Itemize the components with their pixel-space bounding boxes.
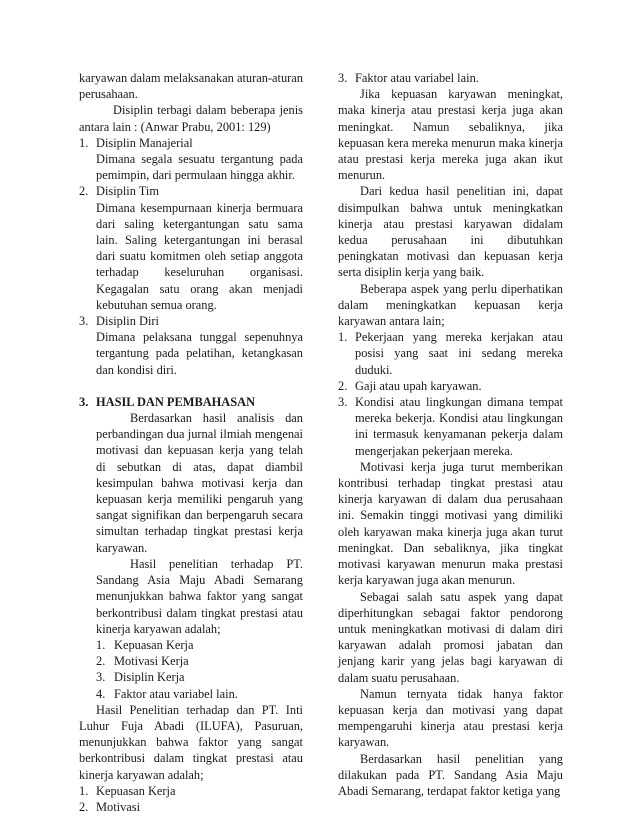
paragraph: Sebagai salah satu aspek yang dapat diperhitungkan sebagai faktor pendorong untuk meningkatkan motivasi di dalam diri karyawan adalah promosi jabatan dan jenjang karir yang jelas bagi karyawan di dalam suatu perusahaan.	[338, 589, 563, 685]
paragraph: Hasil Penelitian terhadap dan PT. Inti Luhur Fuja Abadi (ILUFA), Pasuruan, menunjukkan bahwa faktor yang sangat berkontribusi dalam tingkat prestasi atau kinerja karyawan adalah;	[79, 702, 303, 782]
paragraph: Hasil penelitian terhadap PT. Sandang Asia Maju Abadi Semarang menunjukkan bahwa faktor yang sangat berkontribusi dalam tingkat prestasi atau kinerja karyawan adalah;	[96, 556, 303, 636]
paragraph: karyawan dalam melaksanakan aturan-aturan perusahaan.	[79, 71, 303, 102]
list-item: 2. Motivasi Kerja	[96, 654, 189, 669]
list-item-desc: Dimana pelaksana tunggal sepenuhnya tergantung pada pelatihan, ketangkasan dan kondisi diri.	[96, 330, 303, 377]
list-item: 2. Motivasi	[79, 799, 141, 814]
paragraph: Namun ternyata tidak hanya faktor kepuasan kerja dan motivasi yang dapat mempengaruhi kinerja atau prestasi kerja karyawan.	[338, 686, 563, 750]
left-column	[79, 70, 303, 815]
list-item: 2. Disiplin Tim Dimana kesempurnaan kinerja bermuara dari saling ketergantungan satu sama lain. Saling ketergantungan ini berasal dari suatu komitmen oleh setiap anggota terhadap keseluruhan organisasi. Kegagalan satu orang akan menjadi kebutuhan semua orang.	[79, 184, 303, 312]
list-item-title: Disiplin Tim	[96, 184, 160, 199]
list-item: 3. Kondisi atau lingkungan dimana tempat mereka bekerja. Kondisi atau lingkungan ini termasuk kenyamanan pekerja dalam mengerjakan pekerjaan mereka.	[338, 395, 563, 458]
list-item: 1. Kepuasan Kerja	[96, 637, 194, 652]
list-item: 3. Disiplin Diri Dimana pelaksana tunggal sepenuhnya tergantung pada pelatihan, ketangkasan dan kondisi diri.	[79, 314, 303, 377]
paragraph: Motivasi kerja juga turut memberikan kontribusi terhadap tingkat prestasi atau kinerja karyawan di dalam dua perusahaan ini. Semakin tinggi motivasi yang dimiliki oleh karyawan maka kinerja juga akan turut meningkat. Dan sebaliknya, jika tingkat motivasi karyawan menurun maka prestasi kerja karyawan juga akan menurun.	[338, 459, 563, 588]
right-column	[338, 70, 563, 799]
paragraph: Berdasarkan hasil penelitian yang dilakukan pada PT. Sandang Asia Maju Abadi Semarang, terdapat faktor ketiga yang	[338, 751, 563, 798]
list-item: 3. Disiplin Kerja	[96, 670, 185, 685]
list-item: 1. Disiplin Manajerial Dimana segala sesuatu tergantung pada pemimpin, dari permulaan hingga akhir.	[79, 135, 303, 183]
list-item: 3. Faktor atau variabel lain.	[338, 71, 479, 85]
list-item: 4. Faktor atau variabel lain.	[96, 686, 238, 701]
list-item-desc: Dimana kesempurnaan kinerja bermuara dari saling ketergantungan satu sama lain. Saling ketergantungan ini berasal dari suatu komitmen oleh setiap anggota terhadap keseluruhan organisasi. Kegagalan satu orang akan menjadi kebutuhan semua orang.	[96, 200, 303, 312]
list-item: 2. Gaji atau upah karyawan.	[338, 378, 482, 393]
list-item: 1. Kepuasan Kerja	[79, 783, 176, 798]
paragraph: Dari kedua hasil penelitian ini, dapat disimpulkan bahwa untuk meningkatkan kinerja atau prestasi karyawan didalam kedua perusahaan ini dibutuhkan peningkatan motivasi dan kepuasan kerja serta disiplin kerja yang baik.	[338, 184, 563, 280]
paragraph: Berdasarkan hasil analisis dan perbandingan dua jurnal ilmiah mengenai motivasi dan kepuasan kerja yang telah di sebutkan di atas, dapat diambil kesimpulan bahwa motivasi kerja dan kepuasan kerja memiliki pengaruh yang sangat signifikan dan berpengaruh secara simultan terhadap tingkat prestasi kerja karyawan.	[96, 411, 303, 555]
list-item-title: Disiplin Diri	[96, 314, 159, 329]
paragraph: Jika kepuasan karyawan meningkat, maka kinerja atau prestasi kerja juga akan meningkat. Namun sebaliknya, jika kepuasan kera mereka menurun maka kinerja atau prestasi kerja mereka juga akan ikut menurun.	[338, 87, 563, 183]
section-heading: 3. HASIL DAN PEMBAHASAN	[79, 394, 256, 409]
list-item-title: Disiplin Manajerial	[96, 135, 193, 150]
paragraph: Disiplin terbagi dalam beberapa jenis antara lain : (Anwar Prabu, 2001: 129)	[79, 103, 303, 134]
list-item-desc: Dimana segala sesuatu tergantung pada pemimpin, dari permulaan hingga akhir.	[96, 152, 303, 183]
section-body	[79, 410, 303, 702]
list-item: 1. Pekerjaan yang mereka kerjakan atau posisi yang saat ini sedang mereka duduki.	[338, 330, 563, 377]
paragraph: Beberapa aspek yang perlu diperhatikan dalam meningkatkan kepuasan kerja karyawan antara lain;	[338, 281, 563, 329]
